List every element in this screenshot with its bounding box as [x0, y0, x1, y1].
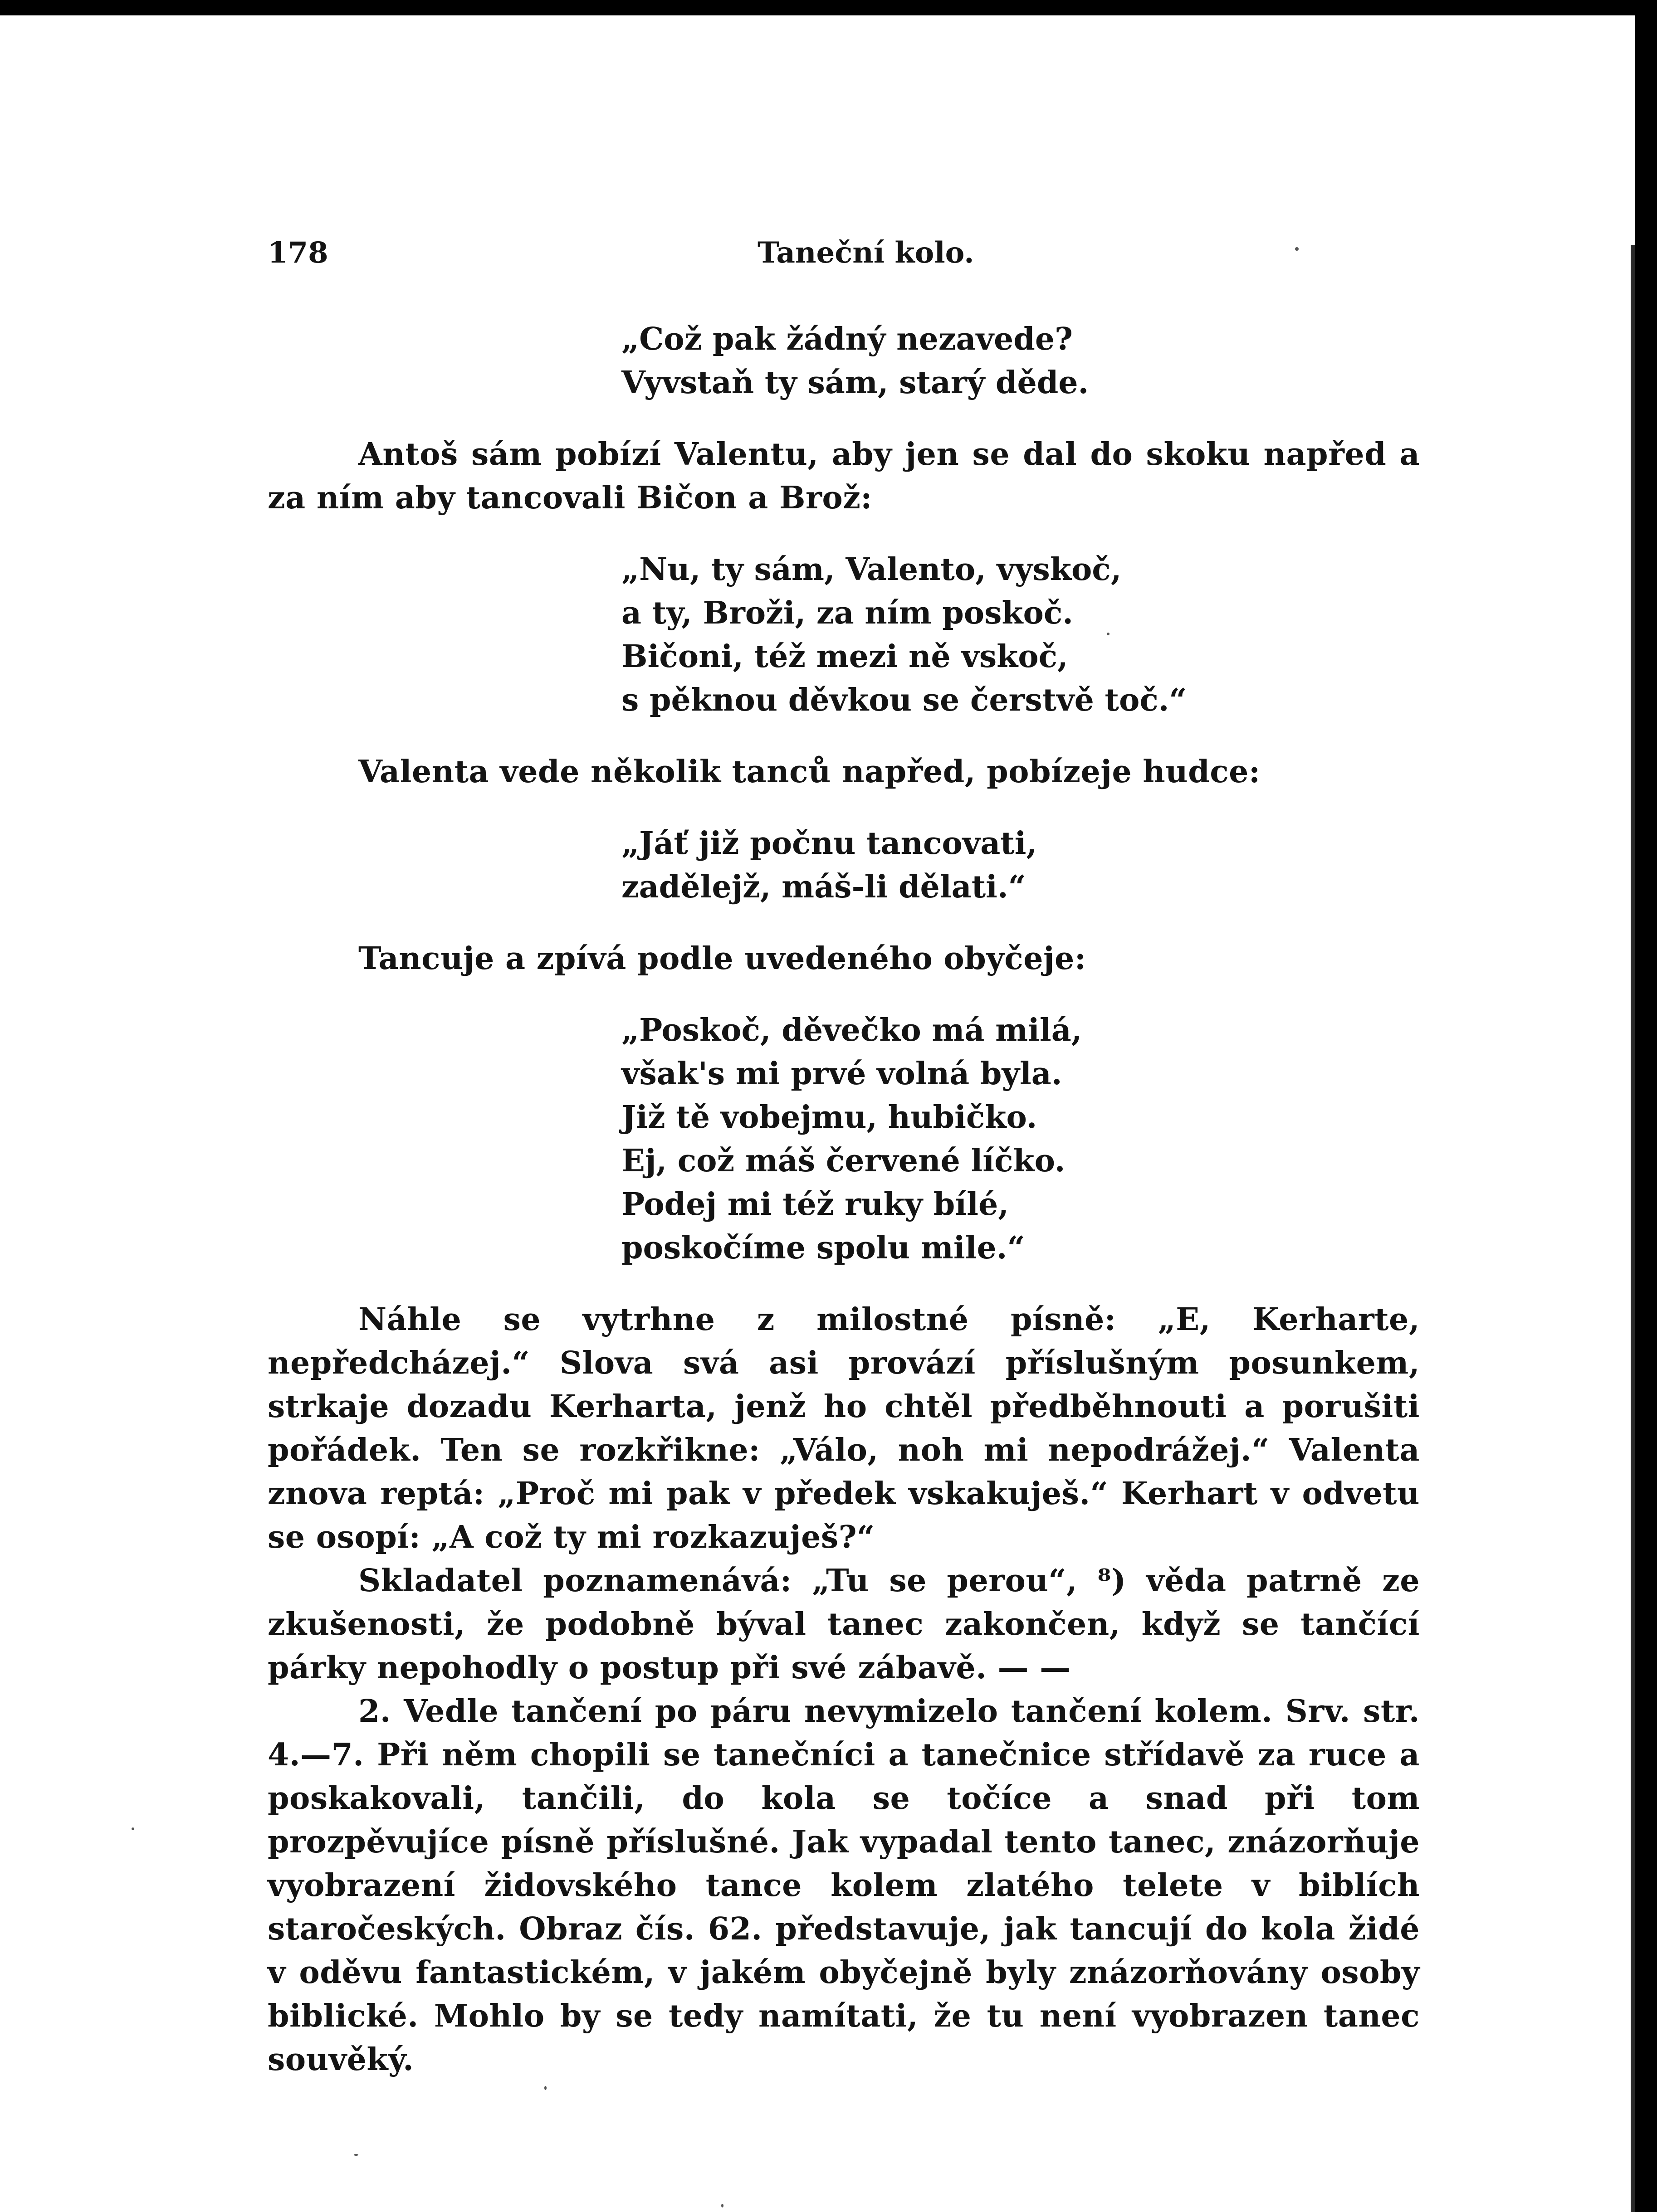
verse-line: Ej, což máš červené líčko.: [621, 1143, 1066, 1179]
verse-line: s pěknou děvkou se čerstvě toč.“: [621, 682, 1187, 718]
verse-line: „Jáť již počnu tancovati,: [621, 825, 1037, 862]
verse-line: Vyvstaň ty sám, starý děde.: [621, 365, 1089, 401]
verse-line: Bičoni, též mezi ně vskoč,: [621, 638, 1068, 675]
paragraph: Náhle se vytrhne z milostné písně: „E, Kerharte, nepředcházej.“ Slova svá asi provází příslušným posunkem, strkaje dozadu Kerharta, jenž ho chtěl předběhnouti a porušiti pořádek. Ten se rozkřikne: „Válo, noh mi nepodrážej.“ Valenta znova reptá: „Proč mi pak v předek vskakuješ.“ Kerhart v odvetu se osopí: „A což ty mi rozkazuješ?“: [268, 1301, 1420, 1555]
body-text: [268, 317, 1420, 2081]
scan-speckle: [721, 2204, 723, 2207]
page-number: 178: [268, 236, 328, 270]
scan-speckle: [354, 2154, 358, 2156]
scan-speckle: [1295, 247, 1299, 251]
verse-block: [621, 548, 1420, 722]
paragraph: Valenta vede několik tanců napřed, pobízeje hudce:: [358, 754, 1261, 790]
verse-block: [621, 317, 1420, 404]
verse-line: zadělejž, máš-li dělati.“: [621, 869, 1026, 905]
verse-block: [621, 1009, 1420, 1270]
paragraph: 2. Vedle tančení po páru nevymizelo tančení kolem. Srv. str. 4.—7. Při něm chopili se tanečníci a tanečnice střídavě za ruce a poskakovali, tančili, do kola se točíce a snad při tom prozpěvujíce písně příslušné. Jak vypadal tento tanec, znázorňuje vyobrazení židovského tance kolem zlatého telete v biblích staročeských. Obraz čís. 62. představuje, jak tancují do kola židé v oděvu fantastickém, v jakém obyčejně byly znázorňovány osoby biblické. Mohlo by se tedy namítati, že tu není vyobrazen tanec souvěký.: [268, 1693, 1420, 2078]
verse-line: však's mi prvé volná byla.: [621, 1056, 1062, 1092]
running-title: Taneční kolo.: [758, 236, 974, 270]
verse-line: Podej mi též ruky bílé,: [621, 1186, 1009, 1223]
verse-line: poskočíme spolu mile.“: [621, 1230, 1025, 1266]
paragraph: Skladatel poznamenává: „Tu se perou“, ⁸) věda patrně ze zkušenosti, že podobně býval tanec zakončen, když se tančící párky nepohodly o postup při své zábavě. — —: [268, 1563, 1420, 1686]
verse-line: a ty, Broži, za ním poskoč.: [621, 595, 1073, 631]
paragraph: Tancuje a zpívá podle uvedeného obyčeje:: [358, 940, 1086, 977]
paragraph: Antoš sám pobízí Valentu, aby jen se dal do skoku napřed a za ním aby tancovali Bičon a Brož:: [268, 436, 1420, 516]
verse-block: [621, 822, 1420, 909]
running-head: [268, 236, 1420, 277]
verse-line: „Což pak žádný nezavede?: [621, 321, 1073, 357]
verse-line: „Poskoč, děvečko má milá,: [621, 1012, 1082, 1048]
verse-line: Již tě vobejmu, hubičko.: [621, 1099, 1037, 1135]
verse-line: „Nu, ty sám, Valento, vyskoč,: [621, 551, 1122, 588]
scan-speckle: [544, 2086, 547, 2090]
scan-speckle: [132, 1827, 134, 1830]
scan-speckle: [1107, 633, 1110, 635]
